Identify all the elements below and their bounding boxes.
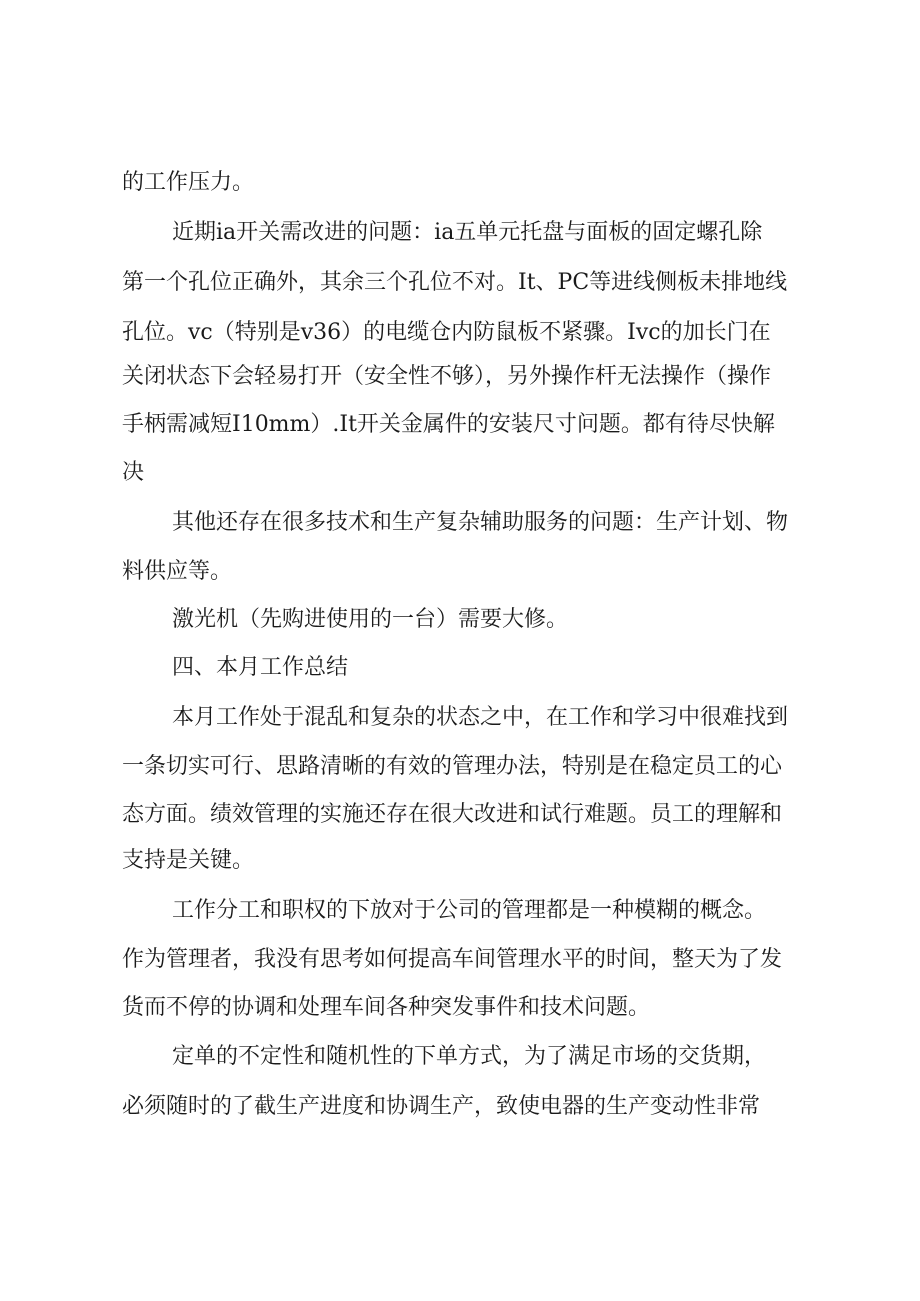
text-line: 本月工作处于混乱和复杂的状态之中，在工作和学习中很难找到 <box>172 705 789 730</box>
text-line: 定单的不定性和随机性的下单方式，为了满足市场的交货期， <box>172 1044 767 1069</box>
text-line: 作为管理者，我没有思考如何提高车间管理水平的时间，整天为了发 <box>122 947 783 972</box>
text-line: 一条切实可行、思路清晰的有效的管理办法，特别是在稳定员工的心 <box>122 754 783 779</box>
text-line: 激光机（先购进使用的一台）需要大修。 <box>172 607 569 632</box>
text-line: 料供应等。 <box>122 559 233 584</box>
text-line: 必须随时的了截生产进度和协调生产，致使电器的生产变动性非常 <box>122 1094 761 1119</box>
text-line: 孔位。vc（特别是v36）的电缆仓内防鼠板不紧骤。Ivc的加长门在 <box>122 320 771 345</box>
text-line: 态方面。绩效管理的实施还存在很大改进和试行难题。员工的理解和 <box>122 802 783 827</box>
text-line: 的工作压力。 <box>122 170 255 195</box>
text-line: 货而不停的协调和处理车间各种突发事件和技术问题。 <box>122 995 651 1020</box>
text-line: 其他还存在很多技术和生产复杂辅助服务的问题：生产计划、物 <box>172 510 789 535</box>
text-line: 近期ia开关需改进的问题：ia五单元托盘与面板的固定螺孔除 <box>172 220 763 245</box>
section-heading: 四、本月工作总结 <box>172 655 349 680</box>
text-line: 工作分工和职权的下放对于公司的管理都是一种模糊的概念。 <box>172 898 767 923</box>
text-line: 关闭状态下会轻易打开（安全性不够），另外操作杆无法操作（操作 <box>122 364 772 389</box>
text-line: 第一个孔位正确外，其余三个孔位不对。It、PC等进线侧板未排地线 <box>122 270 788 295</box>
text-line: 决 <box>122 460 145 485</box>
text-line: 支持是关键。 <box>122 848 255 873</box>
text-line: 手柄需减短I10mm）.It开关金属件的安装尺寸问题。都有待尽快解 <box>122 412 775 437</box>
